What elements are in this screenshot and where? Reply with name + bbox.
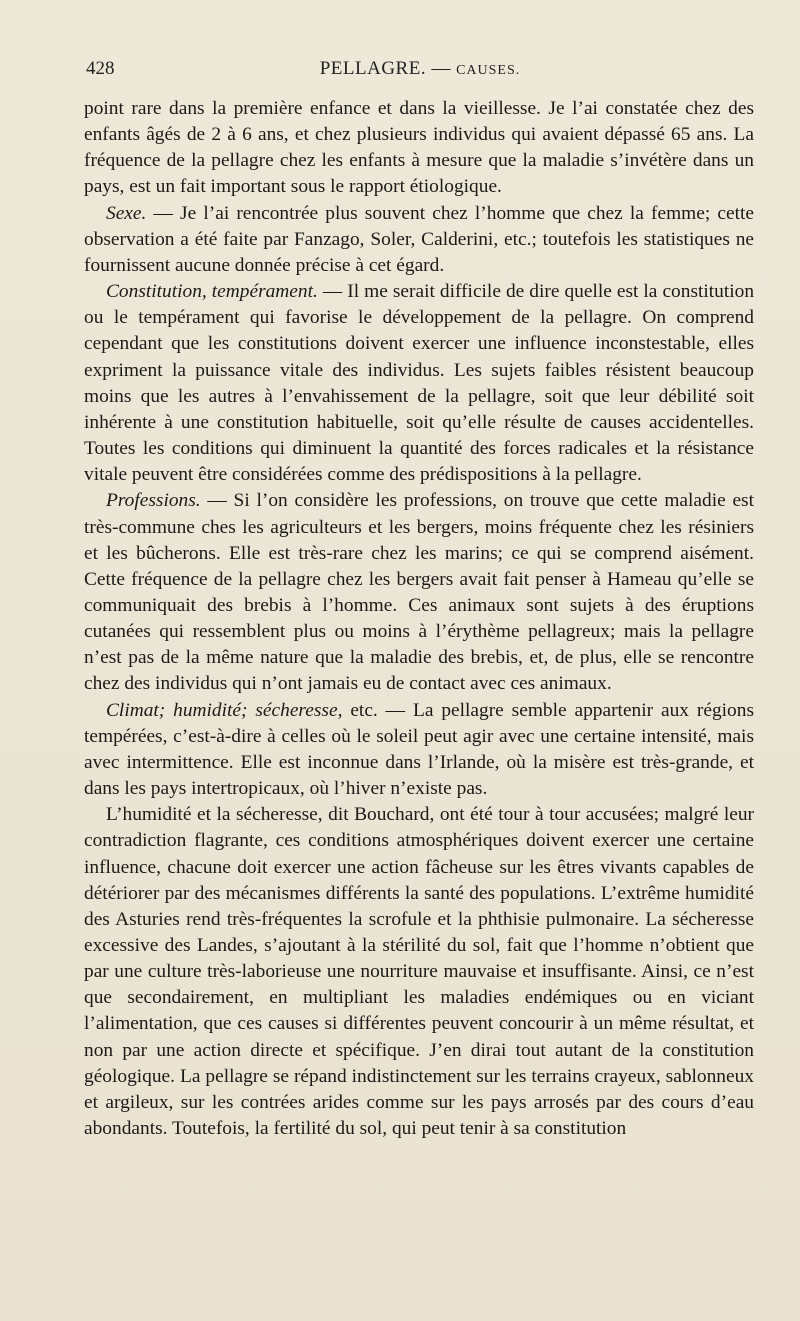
- running-title-main: PELLAGRE. —: [319, 58, 451, 79]
- running-title: [86, 58, 754, 80]
- paragraph-text: L’humidité et la sécheresse, dit Bouchard, ont été tour à tour accusées; malgré leur contradiction flagrante, ces conditions atmosphériques doivent exercer une certaine influence, chacune doit exercer une action fâcheuse sur les êtres vivants capables de détériorer par des mécanismes différents la santé des populations. L’extrême humidité des Asturies rend très-fréquentes la scrofule et la phthisie pulmonaire. La sécheresse excessive des Landes, s’ajoutant à la stérilité du sol, fait que l’homme n’obtient que par une culture très-laborieuse une nourriture mauvaise et insuffisante. Ainsi, ce n’est que secondairement, en multipliant les maladies endémiques ou en viciant l’alimentation, que ces causes si différentes peuvent concourir à un même résultat, et non par une action directe et spécifique. J’en dirai tout autant de la constitution géologique. La pellagre se répand indistinctement sur les terrains crayeux, sablonneux et argileux, sur les contrées arides comme sur les pays arrosés par des cours d’eau abondants. Toutefois, la fertilité du sol, qui peut tenir à sa constitution: [84, 804, 754, 1140]
- paragraph-constitution: [84, 279, 754, 488]
- paragraph-continuation: [84, 96, 754, 201]
- paragraph-text: — Il me serait difficile de dire quelle est la constitution ou le tempérament qui favorise le développement de la pellagre. On comprend cependant que les constitutions doivent exercer une influence inconstestable, elles expriment la puissance vitale des individus. Les sujets faibles résistent beaucoup moins que les autres à l’envahissement de la pellagre, soit que leur débilité soit inhérente à une constitution habituelle, soit qu’elle résulte de causes accidentelles. Toutes les conditions qui diminuent la quantité des forces radicales et la résistance vitale peuvent être considérées comme des prédispositions à la pellagre.: [84, 281, 755, 486]
- paragraph-rubric: Climat; humidité; sécheresse,: [106, 699, 343, 721]
- paragraph-rubric: Sexe.: [106, 202, 147, 224]
- paragraph-rubric: Professions.: [106, 490, 201, 512]
- paragraph-text: point rare dans la première enfance et dans la vieillesse. Je l’ai constatée chez des enfants âgés de 2 à 6 ans, et chez plusieurs individus qui avaient dépassé 65 ans. La fréquence de la pellagre chez les enfants à mesure que la maladie s’invétère dans un pays, est un fait important sous le rapport étiologique.: [84, 98, 754, 198]
- running-head: [86, 58, 754, 88]
- paragraph-sexe: [84, 201, 754, 279]
- paragraph-text: — Je l’ai rencontrée plus souvent chez l’homme que chez la femme; cette observation a été faite par Fanzago, Soler, Calderini, etc.; toutefois les statistiques ne fournissent aucune donnée précise à cet égard.: [84, 202, 754, 276]
- paragraph-text: etc. — La pellagre semble appartenir aux régions tempérées, c’est-à-dire à celles où le soleil peut agir avec une certaine intensité, mais avec intermittence. Elle est inconnue dans l’Irlande, où la misère est très-grande, et dans les pays intertropicaux, où l’hiver n’existe pas.: [84, 699, 754, 800]
- paragraph-text: — Si l’on considère les professions, on trouve que cette maladie est très-commune ches les agriculteurs et les bergers, moins fréquente chez les résiniers et les bûcherons. Elle est très-rare chez les marins; ce qui se comprend aisément. Cette fréquence de la pellagre chez les bergers avait fait penser à Hameau qu’elle se communiquait des brebis à l’homme. Ces animaux sont sujets à des éruptions cutanées qui ressemblent plus ou moins à l’érythème pellagreux; mais la pellagre n’est pas de la même nature que la maladie des brebis, et, de plus, elle se rencontre chez des individus qui n’ont jamais eu de contact avec ces animaux.: [84, 490, 754, 695]
- paragraph-rubric: Constitution, tempérament.: [106, 281, 318, 303]
- page-number: 428: [86, 58, 115, 79]
- paragraph-professions: [84, 488, 754, 697]
- body-text: [84, 96, 754, 1142]
- paragraph-climat: [84, 698, 754, 803]
- paragraph-humidite: [84, 802, 754, 1142]
- running-title-sub: CAUSES.: [456, 63, 521, 78]
